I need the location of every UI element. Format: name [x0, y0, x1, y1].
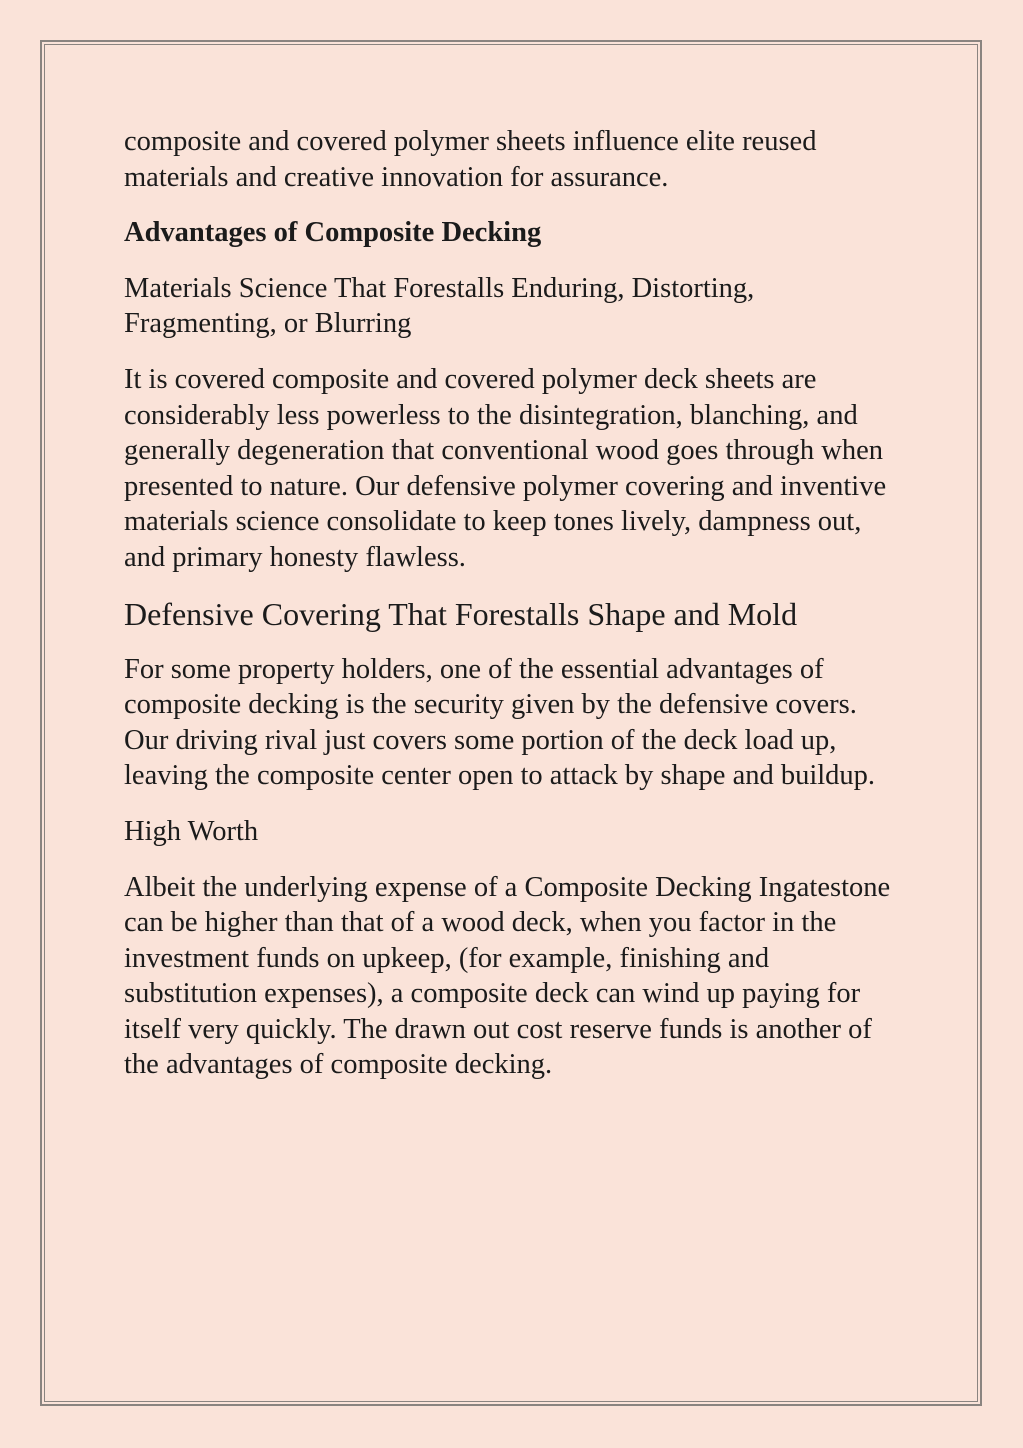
- defensive-paragraph: For some property holders, one of the essential advantages of composite decking is the security given by the defensive covers. Our driving rival just covers some portion of the deck load up, leaving the composite center open to attack by shape and buildup.: [124, 653, 876, 792]
- worth-paragraph: Albeit the underlying expense of a Composite Decking Ingatestone can be higher than that of a wood deck, when you factor in the investment funds on upkeep, (for example, finishing and substitution expenses), a composite deck can wind up paying for itself very quickly. The drawn out cost reserve funds is another of the advantages of composite decking.: [124, 871, 891, 1081]
- document-body: [124, 124, 904, 1083]
- worth-subheading: High Worth: [124, 815, 259, 847]
- intro-paragraph: composite and covered polymer sheets influence elite reused materials and creative innovation for assurance.: [124, 126, 817, 193]
- materials-subheading: Materials Science That Forestalls Enduring, Distorting, Fragmenting, or Blurring: [124, 272, 755, 340]
- advantages-heading: Advantages of Composite Decking: [124, 217, 542, 249]
- materials-paragraph: It is covered composite and covered polymer deck sheets are considerably less powerless to the disintegration, blanching, and generally degeneration that conventional wood goes through when presented to nature. Our defensive polymer covering and inventive materials science consolidate to keep tones lively, dampness out, and primary honesty flawless.: [124, 363, 887, 573]
- defensive-heading: Defensive Covering That Forestalls Shape and Mold: [124, 595, 798, 632]
